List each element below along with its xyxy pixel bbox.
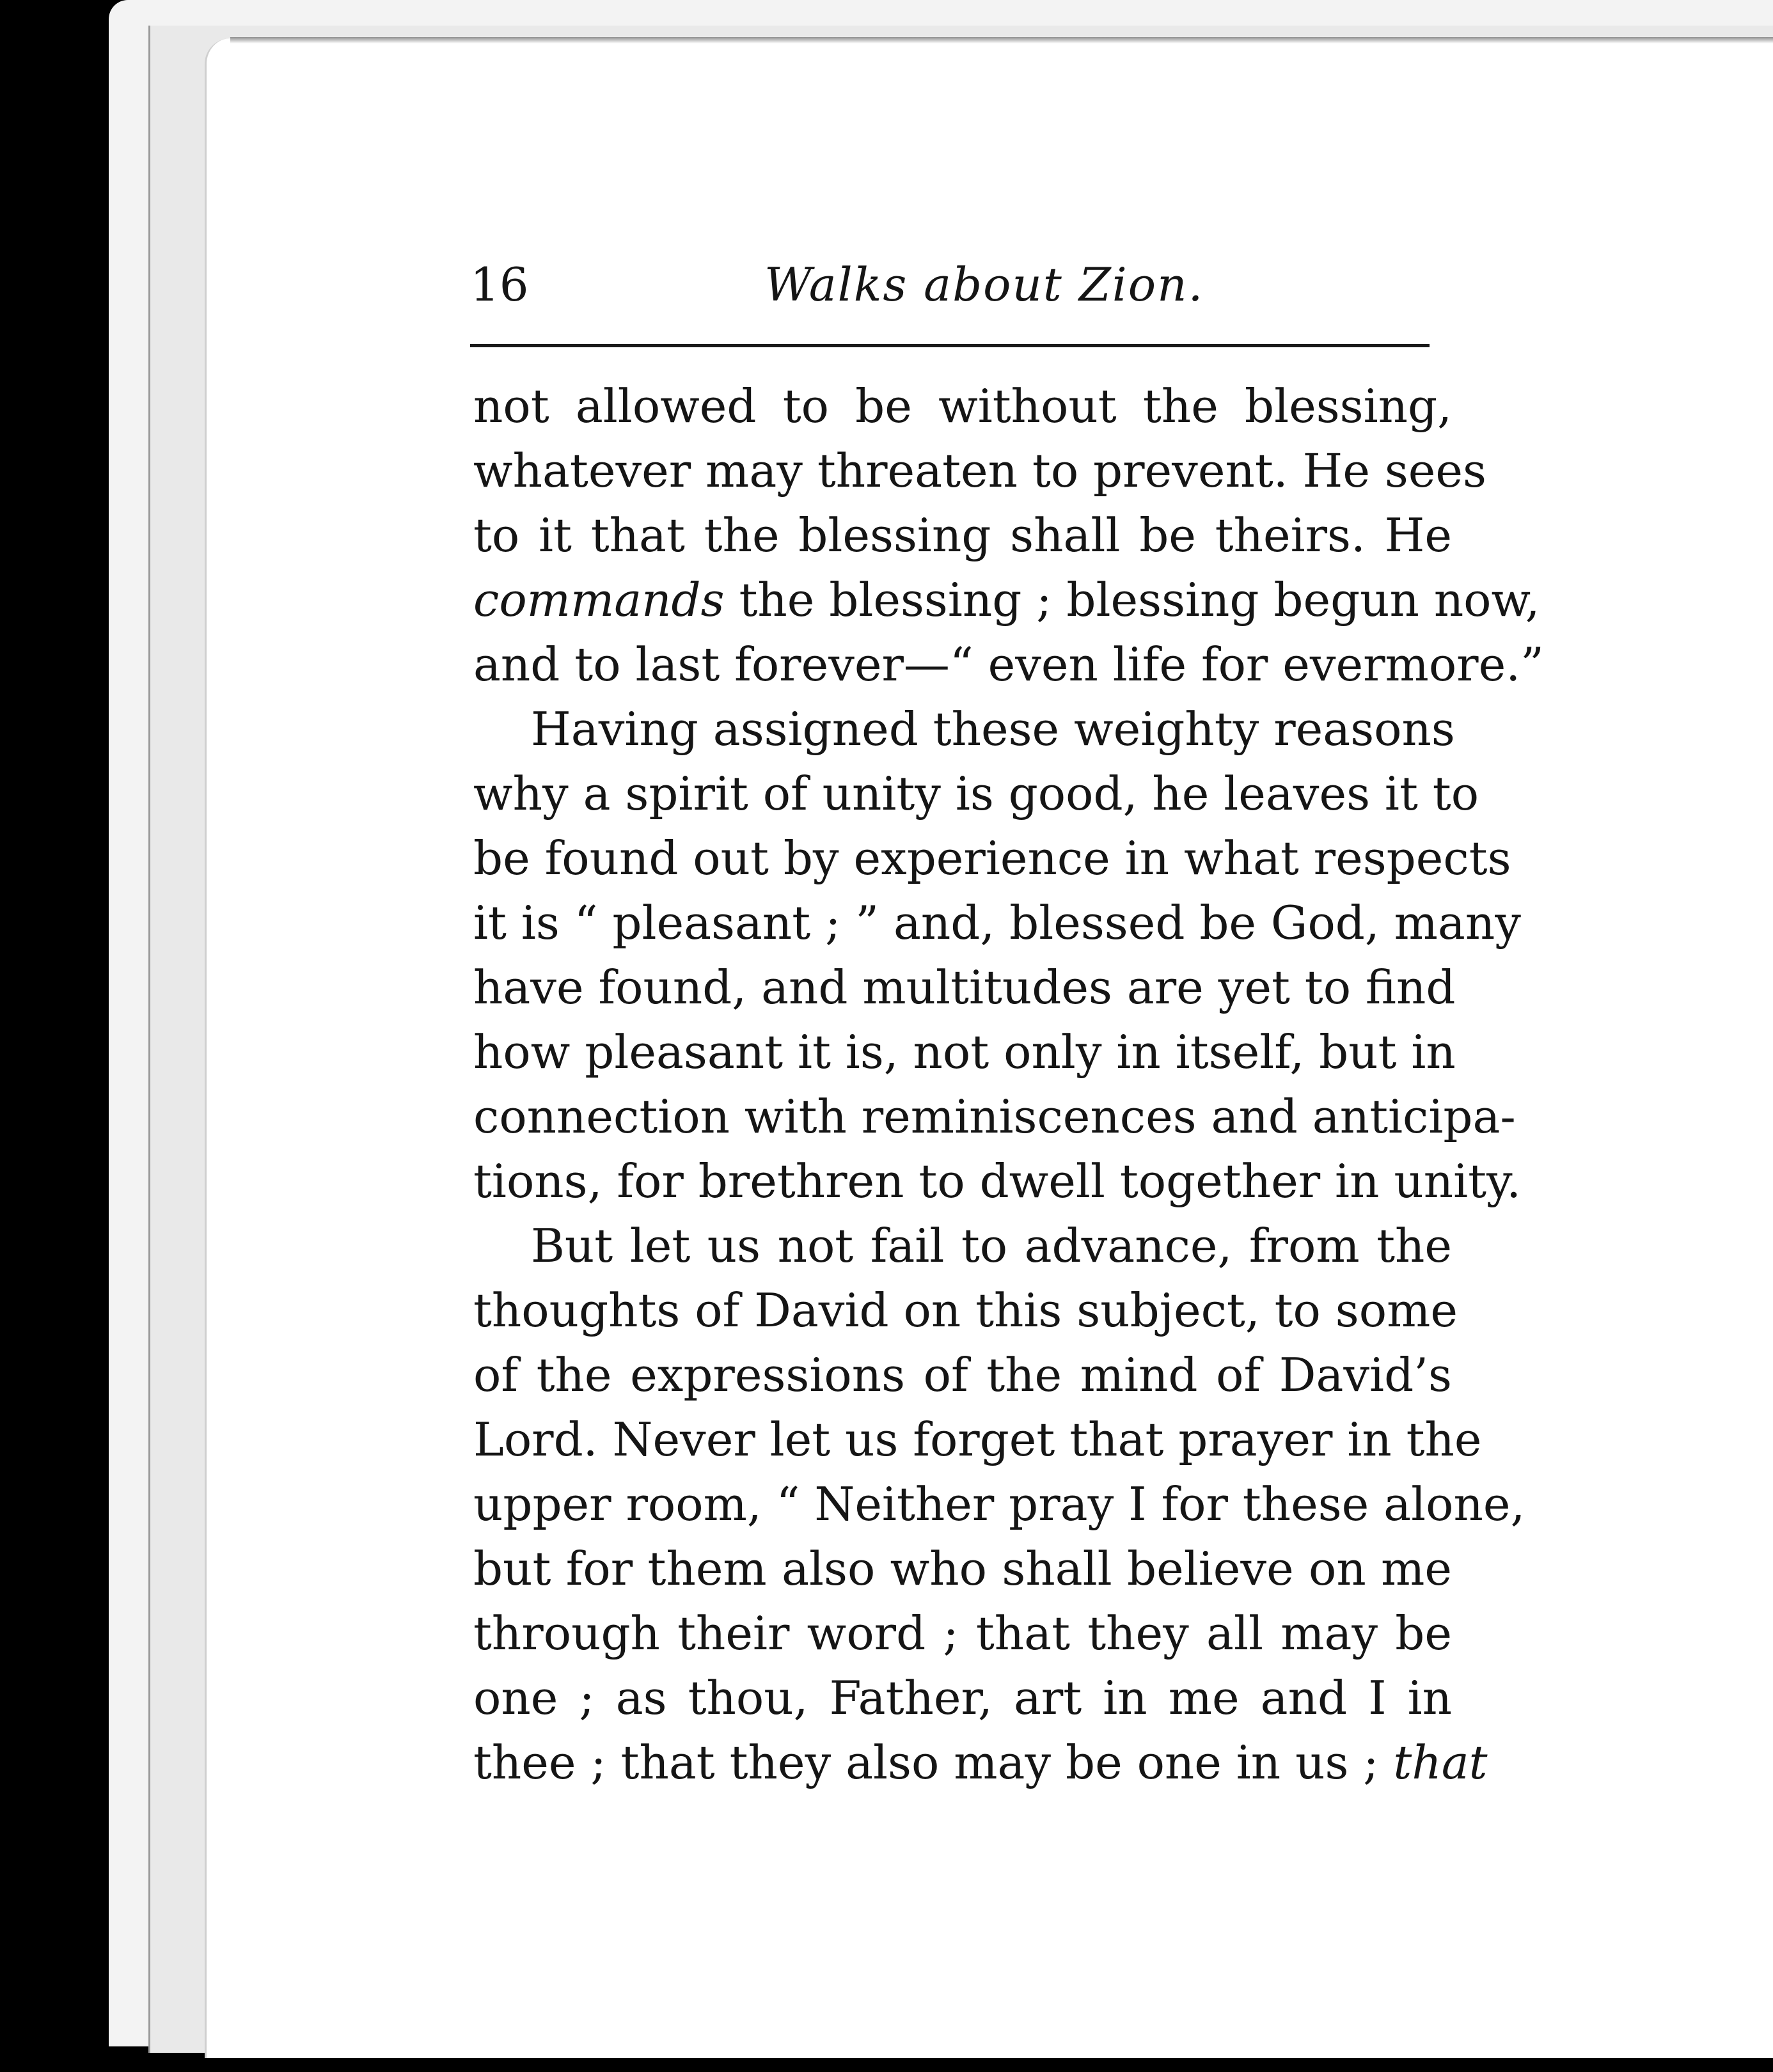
text-line: whatever may threaten to prevent. He sees xyxy=(473,444,1486,498)
text-line: have found, and multitudes are yet to find xyxy=(473,961,1456,1014)
text-line: upper room, “ Neither pray I for these alone, xyxy=(473,1477,1525,1531)
text-line: tions, for brethren to dwell together in unity. xyxy=(473,1154,1522,1208)
text-line: thoughts of David on this subject, to some xyxy=(473,1283,1458,1337)
page-top-shadow xyxy=(230,37,1773,43)
body-text xyxy=(473,374,1544,1795)
text-line: not allowed to be without the blessing, xyxy=(473,379,1452,433)
text-line: it is “ pleasant ; ” and, blessed be God, many xyxy=(473,896,1521,950)
text-line: connection with reminiscences and anticipa- xyxy=(473,1090,1516,1143)
text-line: be found out by experience in what respects xyxy=(473,831,1511,885)
text-line: why a spirit of unity is good, he leaves it to xyxy=(473,767,1479,820)
italic-word: commands xyxy=(473,573,725,627)
paragraph-start-line: But let us not fail to advance, from the xyxy=(531,1219,1452,1273)
text-line: Lord. Never let us forget that prayer in the xyxy=(473,1413,1482,1466)
text-line: to it that the blessing shall be theirs. He xyxy=(473,508,1452,562)
text-line: how pleasant it is, not only in itself, but in xyxy=(473,1025,1456,1079)
text-line: through their word ; that they all may be xyxy=(473,1606,1452,1660)
text-line: and to last forever—“ even life for evermore.” xyxy=(473,638,1544,691)
page-number: 16 xyxy=(470,258,529,311)
italic-word: that xyxy=(1393,1736,1488,1789)
text-line: commands the blessing ; blessing begun now, xyxy=(473,573,1540,627)
scan-bottom-edge xyxy=(0,2058,1773,2072)
text-line: one ; as thou, Father, art in me and I in xyxy=(473,1671,1452,1725)
text-line: but for them also who shall believe on me xyxy=(473,1542,1452,1596)
text-line: thee ; that they also may be one in us ; that xyxy=(473,1736,1488,1789)
running-title: Walks about Zion. xyxy=(764,258,1204,311)
paragraph-start-line: Having assigned these weighty reasons xyxy=(531,702,1455,756)
running-head xyxy=(470,246,1430,323)
text-line: of the expressions of the mind of David’s xyxy=(473,1348,1452,1402)
header-rule xyxy=(470,344,1430,347)
